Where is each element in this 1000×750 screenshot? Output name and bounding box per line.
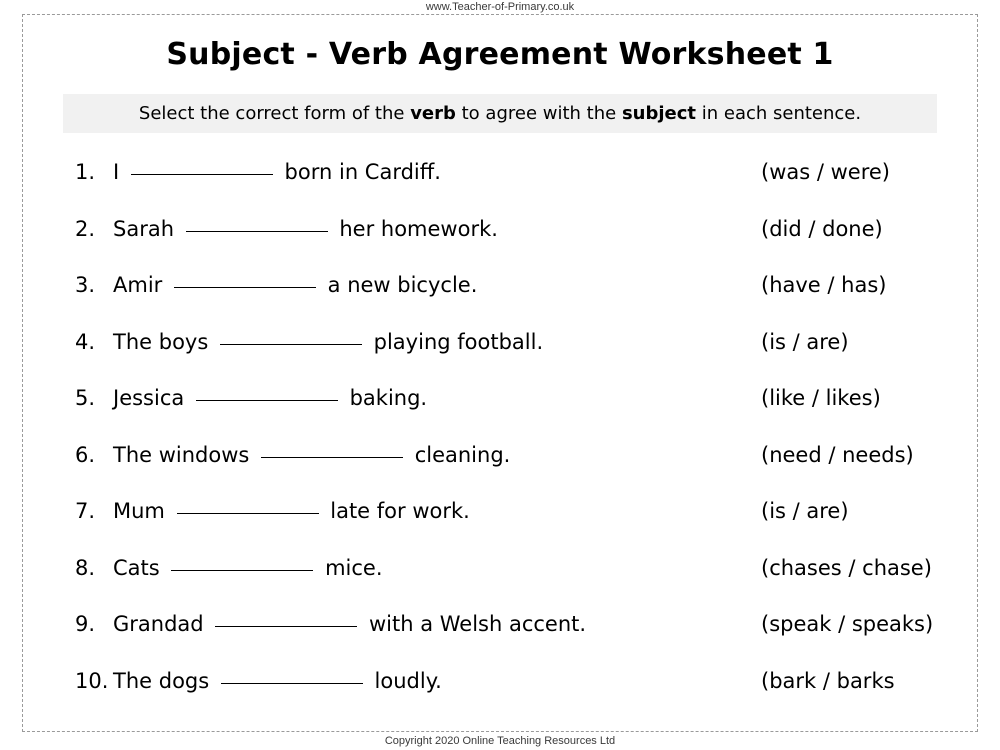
answer-blank[interactable] [177,512,319,514]
question-text-before: The boys [113,329,215,354]
question-row [23,666,977,696]
copyright-footer: Copyright 2020 Online Teaching Resources Ltd [384,735,616,747]
question-text-after: her homework. [332,216,498,241]
instruction-bar [63,94,937,133]
question-text [113,496,761,526]
question-text-after: playing football. [366,329,544,354]
answer-blank[interactable] [186,230,328,232]
question-options: (did / done) [761,216,883,241]
question-options: (speak / speaks) [761,612,934,636]
question-text-before: The windows [113,442,257,467]
question-text-before: Mum [113,499,172,523]
worksheet-sheet [22,14,978,732]
question-number: 2. [75,216,96,241]
question-text [113,214,761,244]
answer-blank[interactable] [261,456,403,458]
question-number: 1. [75,160,96,184]
answer-blank[interactable] [196,399,338,401]
question-number: 9. [75,612,96,636]
question-text-before: Cats [113,555,167,580]
question-number: 8. [75,555,96,580]
question-row [23,270,977,300]
question-number: 7. [75,499,96,523]
question-text [113,666,761,696]
question-text-before: Jessica [113,386,191,410]
question-text-before: I [113,160,126,184]
question-options: (need / needs) [761,442,914,467]
question-text [113,553,761,583]
question-options: (chases / chase) [761,555,932,580]
question-text-before: Sarah [113,216,181,241]
question-row [23,383,977,413]
question-number: 4. [75,329,96,354]
question-text-after: loudly. [367,668,442,693]
question-text [113,327,761,357]
question-options: (like / likes) [761,386,881,410]
site-url-header: www.Teacher-of-Primary.co.uk [425,1,575,13]
answer-blank[interactable] [215,625,357,627]
answer-blank[interactable] [131,173,273,175]
question-row [23,553,977,583]
answer-blank[interactable] [221,682,363,684]
instruction-bold-verb: verb [410,103,456,124]
question-text-after: mice. [318,555,383,580]
instruction-part-2: to agree with the [455,103,622,124]
page-title: Subject - Verb Agreement Worksheet 1 [166,37,834,72]
question-options: (is / are) [761,329,849,354]
question-text [113,270,761,300]
question-text-after: a new bicycle. [320,273,478,297]
question-text-after: born in Cardiff. [277,160,441,184]
question-options: (have / has) [761,273,887,297]
question-number: 6. [75,442,96,467]
question-options: (was / were) [761,160,890,184]
question-number: 5. [75,386,96,410]
question-text-after: baking. [342,386,428,410]
question-row [23,327,977,357]
instruction-part-1: Select the correct form of the [138,103,411,124]
question-text-after: with a Welsh accent. [362,612,587,636]
question-text-before: The dogs [113,668,216,693]
question-text-after: cleaning. [408,442,511,467]
answer-blank[interactable] [171,569,313,571]
question-options: (is / are) [761,499,849,523]
question-text [113,383,761,413]
question-text-before: Grandad [113,612,211,636]
question-row [23,157,977,187]
question-text [113,157,761,187]
questions-list [23,157,977,696]
question-row [23,496,977,526]
answer-blank[interactable] [220,343,362,345]
question-number: 10. [75,668,109,693]
question-row [23,214,977,244]
question-number: 3. [75,273,96,297]
question-text-before: Amir [113,273,169,297]
question-text [113,440,761,470]
question-text [113,609,761,639]
question-options: (bark / barks [761,668,895,693]
instruction-part-3: in each sentence. [696,103,862,124]
answer-blank[interactable] [174,286,316,288]
question-row [23,609,977,639]
question-row [23,440,977,470]
question-text-after: late for work. [323,499,470,523]
instruction-bold-subject: subject [621,103,697,124]
